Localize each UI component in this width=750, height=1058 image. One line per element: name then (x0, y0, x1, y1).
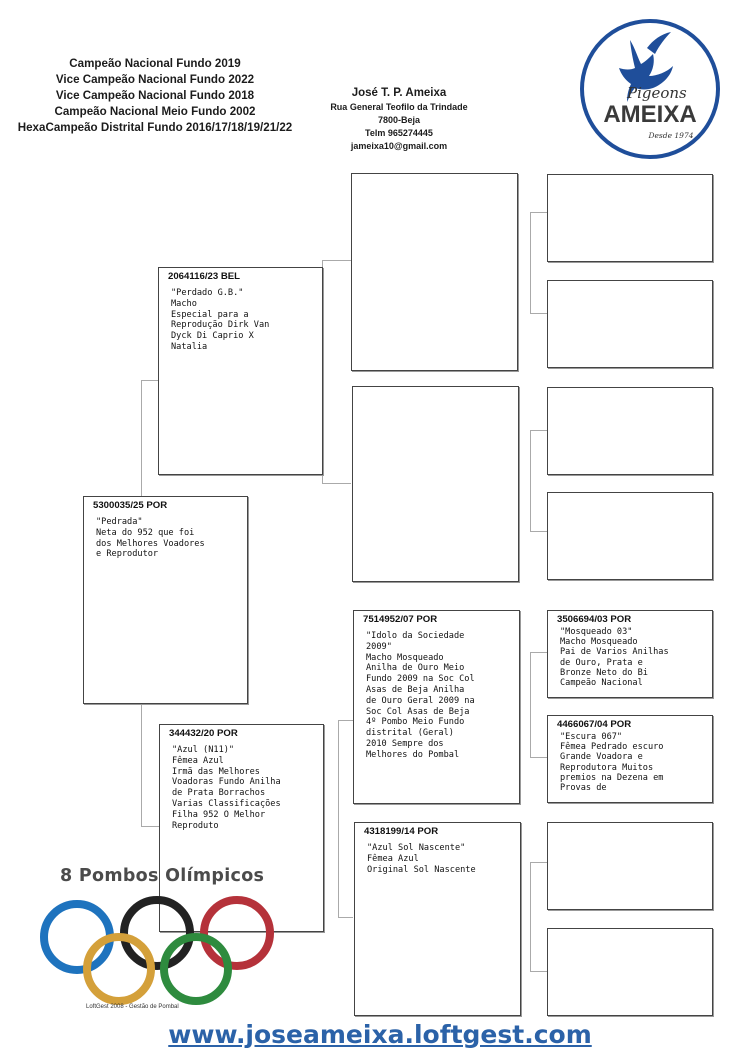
pigeon-info: "Perdado G.B." Macho Especial para a Reprodução Dirk Van Dyck Di Caprio X Natalia (171, 288, 270, 352)
pigeons-ameixa-logo (575, 18, 725, 165)
owner-name: José T. P. Ameixa (351, 87, 447, 99)
pigeon-info: "Azul (N11)" Fêmea Azul Irmã das Melhores Voadoras Fundo Anilha de Prata Borrachos Varias Classificações Filha 952 O Melhor Reproduto (172, 745, 281, 831)
olympic-pigeons-title: 8 Pombos Olímpicos (60, 866, 265, 886)
pigeon-info: "Pedrada" Neta do 952 que foi dos Melhores Voadores e Reprodutor (96, 517, 205, 560)
olympic-rings-icon (38, 893, 278, 1010)
pigeon-info: "Mosqueado 03" Macho Mosqueado Pai de Varios Anilhas de Ouro, Prata e Bronze Neto do Bi Campeão Nacional (560, 627, 669, 689)
connector-line (141, 704, 160, 827)
logo-script-text: Pigeons (627, 84, 687, 102)
ring-number: 2064116/23 BEL (168, 271, 241, 282)
achievement-line: Campeão Nacional Meio Fundo 2002 (54, 105, 256, 118)
pedigree-sire-card (158, 267, 323, 475)
logo-brand-text: AMEIXA (603, 101, 697, 128)
pedigree-ggp-card (547, 174, 713, 262)
connector-line (530, 862, 547, 972)
pedigree-ggp-card (547, 715, 713, 803)
pigeon-info: "Idolo da Sociedade 2009" Macho Mosqueado Anilha de Ouro Meio Fundo 2009 na Soc Col Asas de Beja Anilha de Ouro Geral 2009 na Soc Col Asas de Beja 4º Pombo Meio Fundo distrital (Geral) 2010 Sempre dos Melhores do Pombal (366, 631, 475, 760)
ring-number: 3506694/03 POR (557, 614, 632, 625)
ring-number: 4466067/04 POR (557, 719, 632, 730)
pedigree-ggp-card (547, 822, 713, 910)
connector-line (530, 652, 547, 758)
connector-line (322, 260, 351, 484)
pedigree-sire-dam-card (352, 386, 519, 582)
ring-number: 7514952/07 POR (363, 614, 438, 625)
pedigree-dam-dam-card (354, 822, 521, 1016)
connector-line (141, 380, 158, 499)
pedigree-sire-sire-card (351, 173, 518, 371)
pedigree-ggp-card (547, 387, 713, 475)
pedigree-ggp-card (547, 492, 713, 580)
pedigree-subject-card (83, 496, 248, 704)
achievement-line: Vice Campeão Nacional Fundo 2018 (55, 89, 255, 102)
connector-line (530, 430, 547, 532)
achievement-line: Vice Campeão Nacional Fundo 2022 (55, 73, 255, 86)
achievement-line: HexaCampeão Distrital Fundo 2016/17/18/19/21/22 (17, 121, 293, 134)
pigeon-info: "Azul Sol Nascente" Fêmea Azul Original Sol Nascente (367, 843, 476, 875)
software-credit: LoftGest 2008 - Gestão de Pombal (86, 1004, 179, 1010)
website-link[interactable]: www.joseameixa.loftgest.com (168, 1020, 592, 1049)
owner-phone: Telm 965274445 (365, 128, 433, 138)
ring-number: 344432/20 POR (169, 728, 238, 739)
pedigree-ggp-card (547, 280, 713, 368)
pigeon-info: "Escura 067" Fêmea Pedrado escuro Grande Voadora e Reprodutora Muitos premios na Dezena em Provas de (560, 732, 664, 794)
ring-number: 4318199/14 POR (364, 826, 439, 837)
owner-contact (318, 86, 480, 153)
owner-email: jameixa10@gmail.com (350, 141, 448, 151)
pedigree-dam-sire-card (353, 610, 520, 804)
pedigree-ggp-card (547, 928, 713, 1016)
achievement-line: Campeão Nacional Fundo 2019 (69, 57, 241, 70)
pedigree-ggp-card (547, 610, 713, 698)
connector-line (338, 720, 353, 918)
owner-city: 7800-Beja (377, 115, 421, 125)
achievements-list (5, 56, 305, 136)
logo-since-text: Desde 1974 (648, 131, 694, 140)
owner-address: Rua General Teofilo da Trindade (330, 102, 468, 112)
connector-line (530, 212, 547, 314)
ring-number: 5300035/25 POR (93, 500, 168, 511)
